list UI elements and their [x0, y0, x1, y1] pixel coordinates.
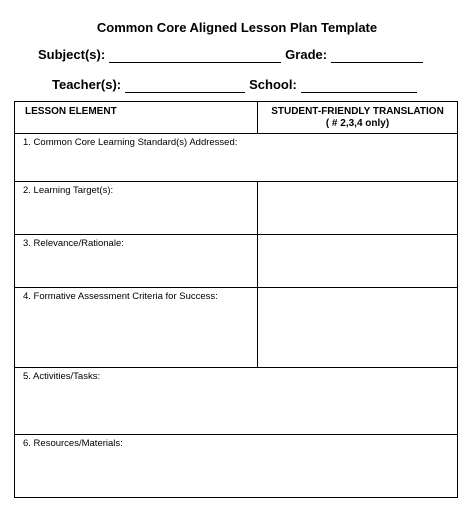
school-blank-line[interactable]: [301, 78, 417, 93]
relevance-translation-cell[interactable]: [258, 235, 458, 288]
teacher-blank-line[interactable]: [125, 78, 245, 93]
page-title: Common Core Aligned Lesson Plan Template: [96, 20, 378, 35]
grade-label: Grade:: [285, 47, 328, 62]
activities-label: 5. Activities/Tasks:: [23, 371, 101, 382]
table-row-formative-assessment: [15, 288, 458, 368]
table-row-learning-targets: [15, 182, 458, 235]
table-row-relevance: [15, 235, 458, 288]
standards-cell[interactable]: [15, 134, 458, 182]
translation-header-line1: STUDENT-FRIENDLY TRANSLATION: [271, 106, 444, 117]
relevance-label: 3. Relevance/Rationale:: [23, 238, 124, 249]
table-header-row: [15, 102, 458, 134]
learning-targets-cell[interactable]: [15, 182, 258, 235]
lesson-element-header: LESSON ELEMENT: [15, 102, 258, 134]
grade-blank-line[interactable]: [331, 48, 423, 63]
formative-assessment-label: 4. Formative Assessment Criteria for Success:: [23, 291, 218, 302]
standards-label: 1. Common Core Learning Standard(s) Addressed:: [23, 137, 238, 148]
relevance-cell[interactable]: [15, 235, 258, 288]
learning-targets-label: 2. Learning Target(s):: [23, 185, 114, 196]
table-row-resources: [15, 435, 458, 498]
formative-assessment-translation-cell[interactable]: [258, 288, 458, 368]
learning-targets-translation-cell[interactable]: [258, 182, 458, 235]
subject-grade-row: [38, 47, 427, 63]
formative-assessment-cell[interactable]: [15, 288, 258, 368]
activities-cell[interactable]: [15, 368, 458, 435]
lesson-plan-table: [14, 101, 458, 498]
subject-label: Subject(s):: [38, 47, 106, 62]
translation-header: [258, 102, 458, 134]
subject-blank-line[interactable]: [109, 48, 281, 63]
table-row-activities: [15, 368, 458, 435]
teacher-label: Teacher(s):: [52, 77, 122, 92]
teacher-school-row: [52, 77, 421, 93]
table-row-standards: [15, 134, 458, 182]
school-label: School:: [249, 77, 297, 92]
resources-cell[interactable]: [15, 435, 458, 498]
translation-header-line2: ( # 2,3,4 only): [325, 118, 390, 129]
resources-label: 6. Resources/Materials:: [23, 438, 123, 449]
